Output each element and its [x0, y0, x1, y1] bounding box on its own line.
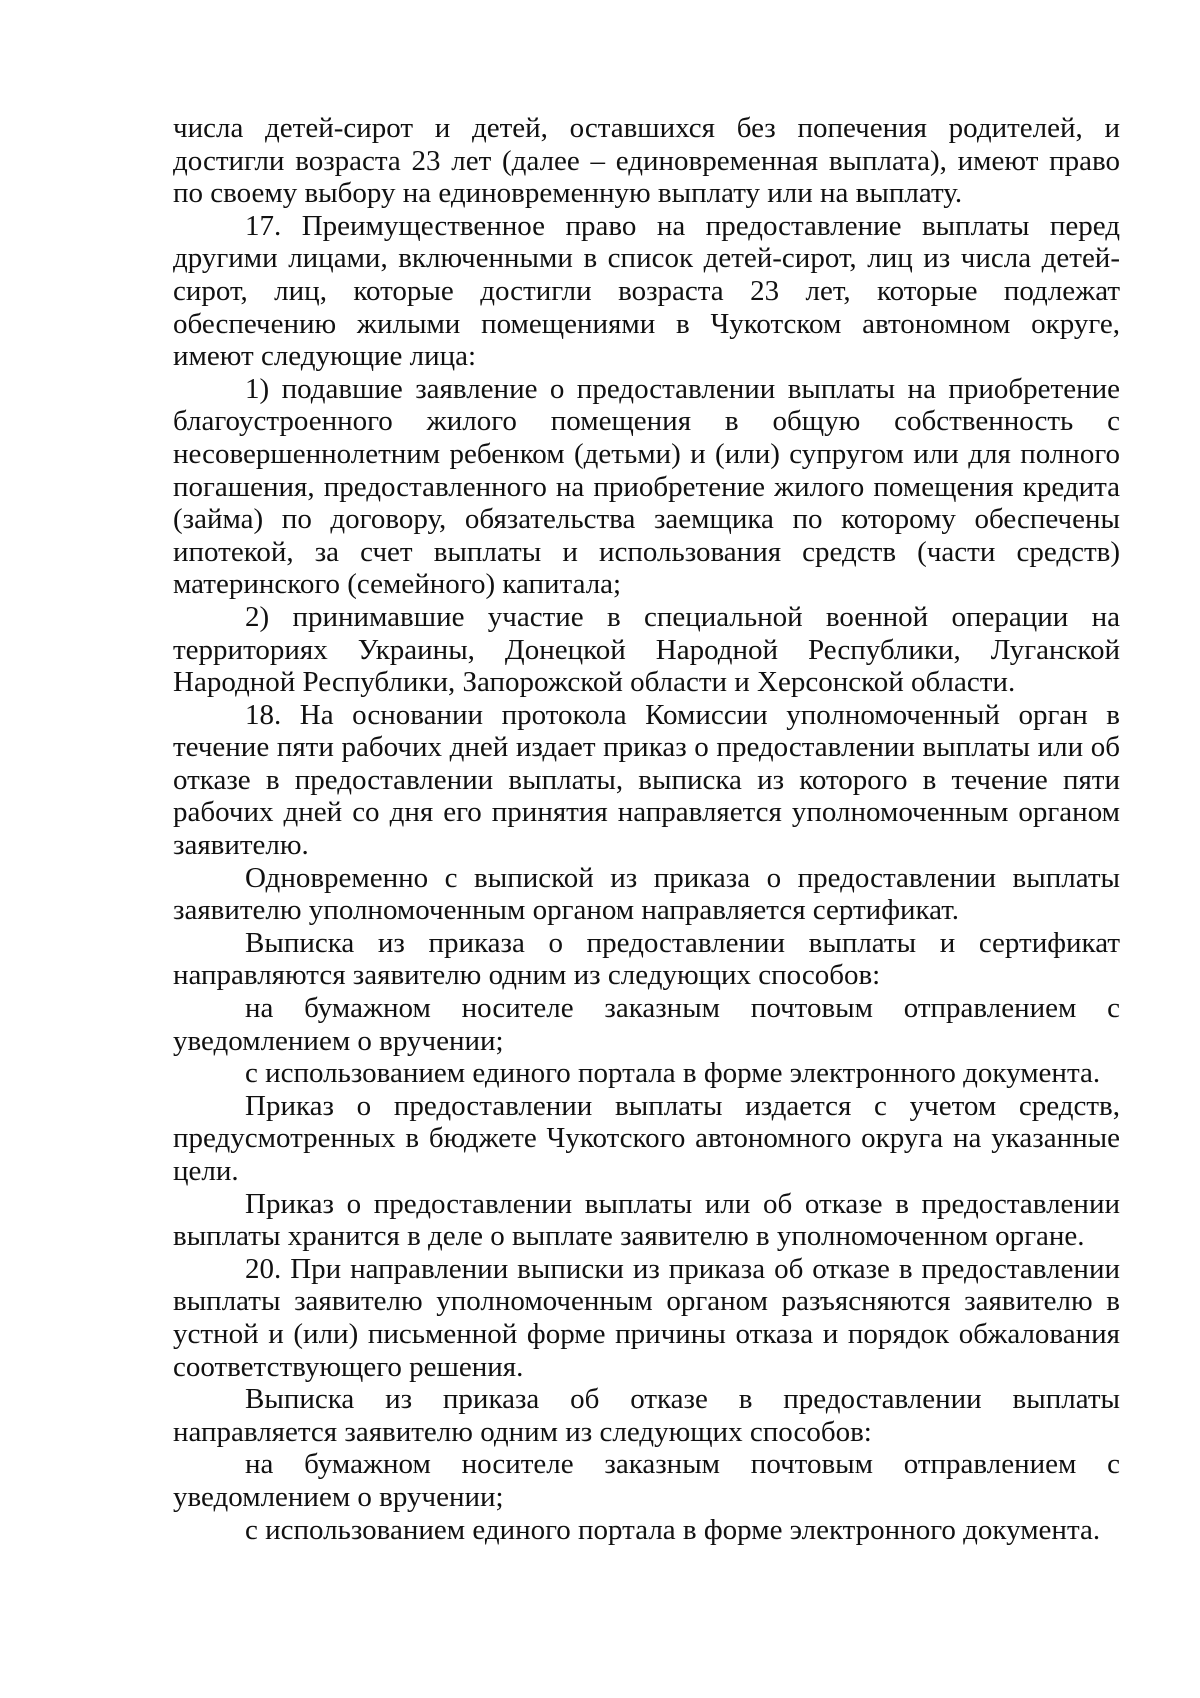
- paragraph-method-portal: с использованием единого портала в форме электронного документа.: [245, 1057, 1101, 1090]
- paragraph-refusal-method-portal: с использованием единого портала в форме электронного документа.: [245, 1513, 1101, 1546]
- paragraph-subitem-2: 2) принимавшие участие в специальной военной операции на территориях Украины, Донецкой Народной Республики, Луганской Народной Республики, Запорожской области и Херсонской области.: [173, 600, 1120, 699]
- paragraph-storage: Приказ о предоставлении выплаты или об отказе в предоставлении выплаты хранится в деле о выплате заявителю в уполномоченном органе.: [173, 1187, 1120, 1253]
- paragraph-item-18: 18. На основании протокола Комиссии уполномоченный орган в течение пяти рабочих дней издает приказ о предоставлении выплаты или об отказе в предоставлении выплаты, выписка из которого в течение пяти рабочих дней со дня его принятия направляется уполномоченным органом заявителю.: [173, 698, 1120, 862]
- paragraph-subitem-1: 1) подавшие заявление о предоставлении выплаты на приобретение благоустроенного жилого помещения в общую собственность с несовершеннолетним ребенком (детьми) и (или) супругом или для полного погашения, предоставленного на приобретение жилого помещения кредита (займа) по договору, обязательства заемщика по которому обеспечены ипотекой, за счет выплаты и использования средств (части средств) материнского (семейного) капитала;: [173, 372, 1120, 601]
- document-page: [173, 112, 1120, 1546]
- paragraph-budget: Приказ о предоставлении выплаты издается с учетом средств, предусмотренных в бюджете Чукотского автономного округа на указанные цели.: [173, 1089, 1120, 1187]
- paragraph-delivery-methods: Выписка из приказа о предоставлении выплаты и сертификат направляются заявителю одним из следующих способов:: [173, 926, 1120, 992]
- paragraph-continuation: числа детей-сирот и детей, оставшихся без попечения родителей, и достигли возраста 23 лет (далее – единовременная выплата), имеют право по своему выбору на единовременную выплату или на выплату.: [173, 112, 1120, 210]
- paragraph-method-paper: на бумажном носителе заказным почтовым отправлением с уведомлением о вручении;: [173, 992, 1120, 1057]
- paragraph-item-20: 20. При направлении выписки из приказа об отказе в предоставлении выплаты заявителю уполномоченным органом разъясняются заявителю в устной и (или) письменной форме причины отказа и порядок обжалования соответствующего решения.: [173, 1252, 1120, 1383]
- paragraph-certificate: Одновременно с выпиской из приказа о предоставлении выплаты заявителю уполномоченным органом направляется сертификат.: [173, 861, 1120, 927]
- paragraph-item-17: 17. Преимущественное право на предоставление выплаты перед другими лицами, включенными в список детей-сирот, лиц из числа детей-сирот, лиц, которые достигли возраста 23 лет, которые подлежат обеспечению жилыми помещениями в Чукотском автономном округе, имеют следующие лица:: [173, 209, 1120, 373]
- paragraph-refusal-delivery: Выписка из приказа об отказе в предоставлении выплаты направляется заявителю одним из следующих способов:: [173, 1383, 1120, 1448]
- paragraph-refusal-method-paper: на бумажном носителе заказным почтовым отправлением с уведомлением о вручении;: [173, 1448, 1120, 1513]
